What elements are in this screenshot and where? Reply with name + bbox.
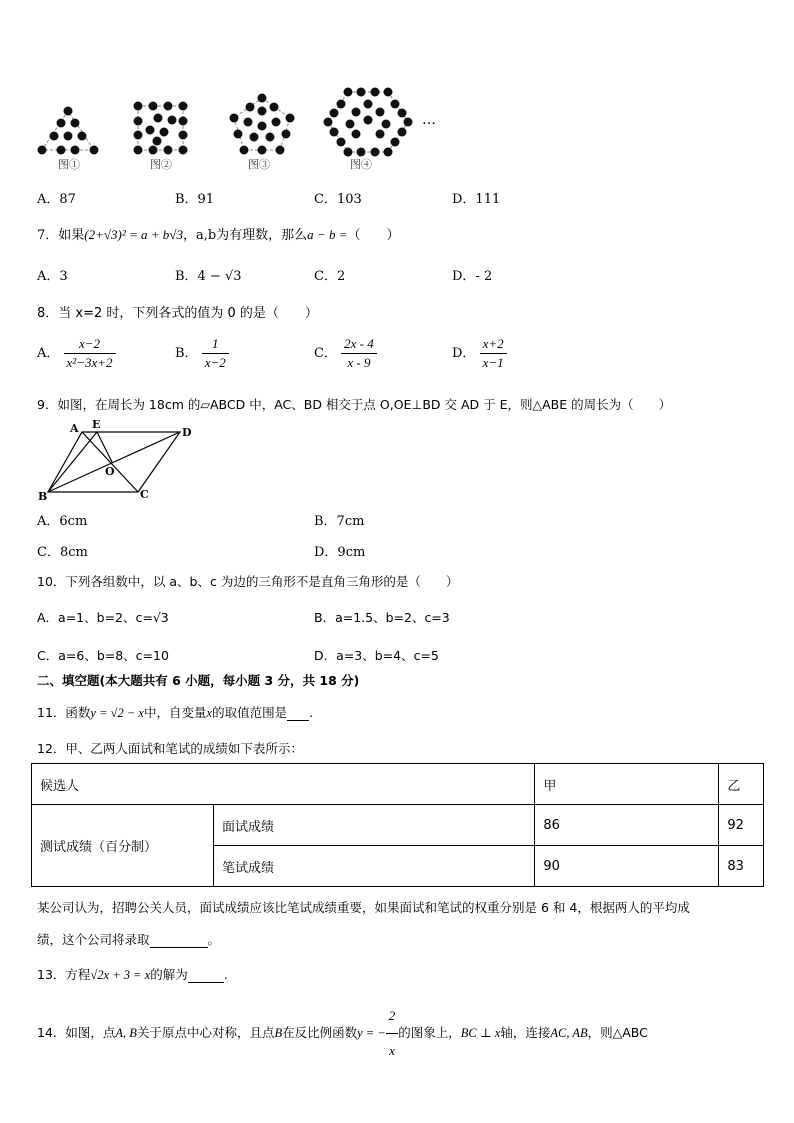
q8-fraction-a bbox=[64, 336, 116, 371]
q12-answer-blank[interactable] bbox=[150, 932, 208, 948]
figure-3-pentagon bbox=[230, 94, 295, 155]
q10-option-b[interactable]: B．a=1.5、b=2、c=3 bbox=[314, 610, 450, 625]
header-jia: 甲 bbox=[535, 764, 719, 805]
q10-stem: 10．下列各组数中，以 a、b、c 为边的三角形不是直角三角形的是（ ） bbox=[37, 574, 459, 589]
q8-b-numerator: 1 bbox=[202, 336, 229, 354]
q14-perp: BC ⊥ x bbox=[460, 1026, 501, 1040]
caption-4: 图④ bbox=[350, 158, 372, 171]
q11-post2: 的取值范围是 bbox=[212, 705, 288, 720]
q6-option-d[interactable]: D．111 bbox=[452, 192, 501, 207]
q12-after-line-2 bbox=[37, 930, 220, 948]
q7-number: 7． bbox=[37, 228, 59, 243]
row-label: 面试成绩 bbox=[214, 805, 535, 846]
ellipsis: … bbox=[422, 112, 436, 128]
q14-pre: 14．如图，点 bbox=[37, 1025, 116, 1040]
q8-stem: 8．当 x=2 时，下列各式的值为 0 的是（ ） bbox=[37, 306, 318, 321]
q11-variable: x bbox=[206, 706, 213, 720]
caption-1: 图① bbox=[58, 158, 80, 171]
q11-expression: y = √2 − x bbox=[90, 706, 144, 720]
q6-option-b[interactable]: B．91 bbox=[175, 192, 215, 207]
q10-option-c[interactable]: C．a=6、b=8、c=10 bbox=[37, 648, 169, 663]
cell-yi: 83 bbox=[719, 846, 764, 887]
q12-after-line-1: 某公司认为，招聘公关人员，面试成绩应该比笔试成绩重要，如果面试和笔试的权重分别是 6 和 4，根据两人的平均成 bbox=[37, 900, 690, 915]
q6-option-c[interactable]: C．103 bbox=[314, 192, 362, 207]
q11-post: 中，自变量 bbox=[143, 705, 207, 720]
score-table bbox=[31, 763, 764, 887]
q7-option-b[interactable]: B．4 − √3 bbox=[175, 269, 242, 284]
q14-mid4: 轴，连接 bbox=[500, 1025, 551, 1040]
header-yi: 乙 bbox=[719, 764, 764, 805]
q13-answer-blank[interactable] bbox=[188, 967, 224, 983]
q14-mid1: 关于原点中心对称，且点 bbox=[136, 1025, 275, 1040]
table-row bbox=[32, 805, 764, 846]
q12-stem: 12．甲、乙两人面试和笔试的成绩如下表所示： bbox=[37, 741, 303, 756]
caption-2: 图② bbox=[150, 158, 172, 171]
label-b: B bbox=[38, 490, 48, 503]
q11-stem bbox=[37, 703, 313, 721]
q11-pre: 11．函数 bbox=[37, 705, 91, 720]
q9-option-d[interactable]: D．9cm bbox=[314, 545, 366, 560]
q13-post: 的解为 bbox=[150, 967, 188, 982]
q8-a-denominator: x²−3x+2 bbox=[66, 355, 113, 370]
q8-option-d[interactable] bbox=[452, 336, 507, 371]
q8-fraction-b bbox=[202, 336, 229, 371]
q8-option-b[interactable] bbox=[175, 336, 229, 371]
label-c: C bbox=[140, 488, 149, 501]
q8-c-numerator: 2x - 4 bbox=[341, 336, 377, 354]
q14-b: B bbox=[274, 1026, 283, 1040]
q7-expression: (2+√3)² = a + b√3 bbox=[84, 227, 183, 242]
q7-stem bbox=[37, 224, 399, 243]
q8-c-denominator: x - 9 bbox=[347, 355, 371, 370]
q14-ab: A, B bbox=[115, 1026, 137, 1040]
q9-stem: 9．如图，在周长为 18cm 的▱ABCD 中，AC、BD 相交于点 O,OE⊥BD 交 AD 于 E，则△ABE 的周长为（ ） bbox=[37, 397, 672, 412]
q12-after-pre: 绩，这个公司将录取 bbox=[37, 932, 150, 947]
caption-3: 图③ bbox=[248, 158, 270, 171]
table-header-row bbox=[32, 764, 764, 805]
label-e: E bbox=[92, 418, 101, 431]
q12-after-post: 。 bbox=[207, 932, 221, 947]
parallelogram-figure bbox=[34, 418, 194, 504]
q8-b-denominator: x−2 bbox=[204, 355, 226, 370]
section-2-heading: 二、填空题(本大题共有 6 小题，每小题 3 分，共 18 分) bbox=[37, 673, 360, 688]
q13-end: . bbox=[223, 967, 228, 982]
figure-4-hexagon bbox=[324, 88, 413, 157]
q13-expression: √2x + 3 = x bbox=[90, 968, 151, 982]
figure-1-triangle bbox=[38, 107, 99, 155]
q10-option-d[interactable]: D．a=3、b=4、c=5 bbox=[314, 648, 439, 663]
q14-acab: AC, AB bbox=[550, 1026, 588, 1040]
q7-option-d[interactable]: D．- 2 bbox=[452, 269, 493, 284]
q14-func-denominator: x bbox=[389, 1043, 395, 1058]
q8-option-c[interactable] bbox=[314, 336, 377, 371]
q9-option-c[interactable]: C．8cm bbox=[37, 545, 88, 560]
q14-fraction bbox=[386, 1000, 399, 1067]
q8-label-d: D． bbox=[452, 346, 476, 361]
q7-text-a: 如果 bbox=[58, 228, 85, 243]
q9-option-b[interactable]: B．7cm bbox=[314, 514, 365, 529]
q7-paren: （ ） bbox=[347, 228, 400, 243]
figure-2-square bbox=[134, 102, 188, 155]
label-a: A bbox=[70, 422, 79, 435]
q8-a-numerator: x−2 bbox=[64, 336, 116, 354]
q8-label-a: A． bbox=[37, 346, 60, 361]
q8-option-a[interactable] bbox=[37, 336, 116, 371]
q7-option-a[interactable]: A．3 bbox=[37, 269, 68, 284]
q8-label-c: C． bbox=[314, 346, 337, 361]
q7-text-b: ，a,b为有理数，那么 bbox=[182, 228, 308, 243]
q14-mid3: 的图象上， bbox=[398, 1025, 461, 1040]
q8-label-b: B． bbox=[175, 346, 198, 361]
q13-stem bbox=[37, 965, 228, 983]
dot-pattern-figures bbox=[30, 82, 450, 174]
q14-end: ，则△ABC bbox=[587, 1025, 648, 1040]
q10-option-a[interactable]: A．a=1、b=2、c=√3 bbox=[37, 610, 169, 625]
q9-option-a[interactable]: A．6cm bbox=[37, 514, 88, 529]
q13-pre: 13．方程 bbox=[37, 967, 91, 982]
q8-fraction-c bbox=[341, 336, 377, 371]
q14-mid2: 在反比例函数 bbox=[282, 1025, 358, 1040]
label-d: D bbox=[182, 426, 192, 439]
q14-stem bbox=[37, 1000, 648, 1067]
q14-func-numerator: 2 bbox=[386, 1000, 399, 1034]
q8-d-denominator: x−1 bbox=[482, 355, 504, 370]
group-label: 测试成绩（百分制） bbox=[32, 805, 214, 887]
cell-jia: 90 bbox=[535, 846, 719, 887]
q11-end: . bbox=[309, 705, 314, 720]
q7-expression-2: a − b = bbox=[307, 227, 348, 242]
q6-option-a[interactable]: A．87 bbox=[37, 192, 76, 207]
cell-yi: 92 bbox=[719, 805, 764, 846]
cell-jia: 86 bbox=[535, 805, 719, 846]
q11-answer-blank[interactable] bbox=[287, 705, 309, 721]
q8-fraction-d bbox=[480, 336, 507, 371]
row-label: 笔试成绩 bbox=[214, 846, 535, 887]
header-candidate: 候选人 bbox=[32, 764, 535, 805]
q14-func-lhs: y = − bbox=[357, 1026, 386, 1040]
label-o: O bbox=[105, 465, 115, 478]
q8-d-numerator: x+2 bbox=[480, 336, 507, 354]
q7-option-c[interactable]: C．2 bbox=[314, 269, 346, 284]
